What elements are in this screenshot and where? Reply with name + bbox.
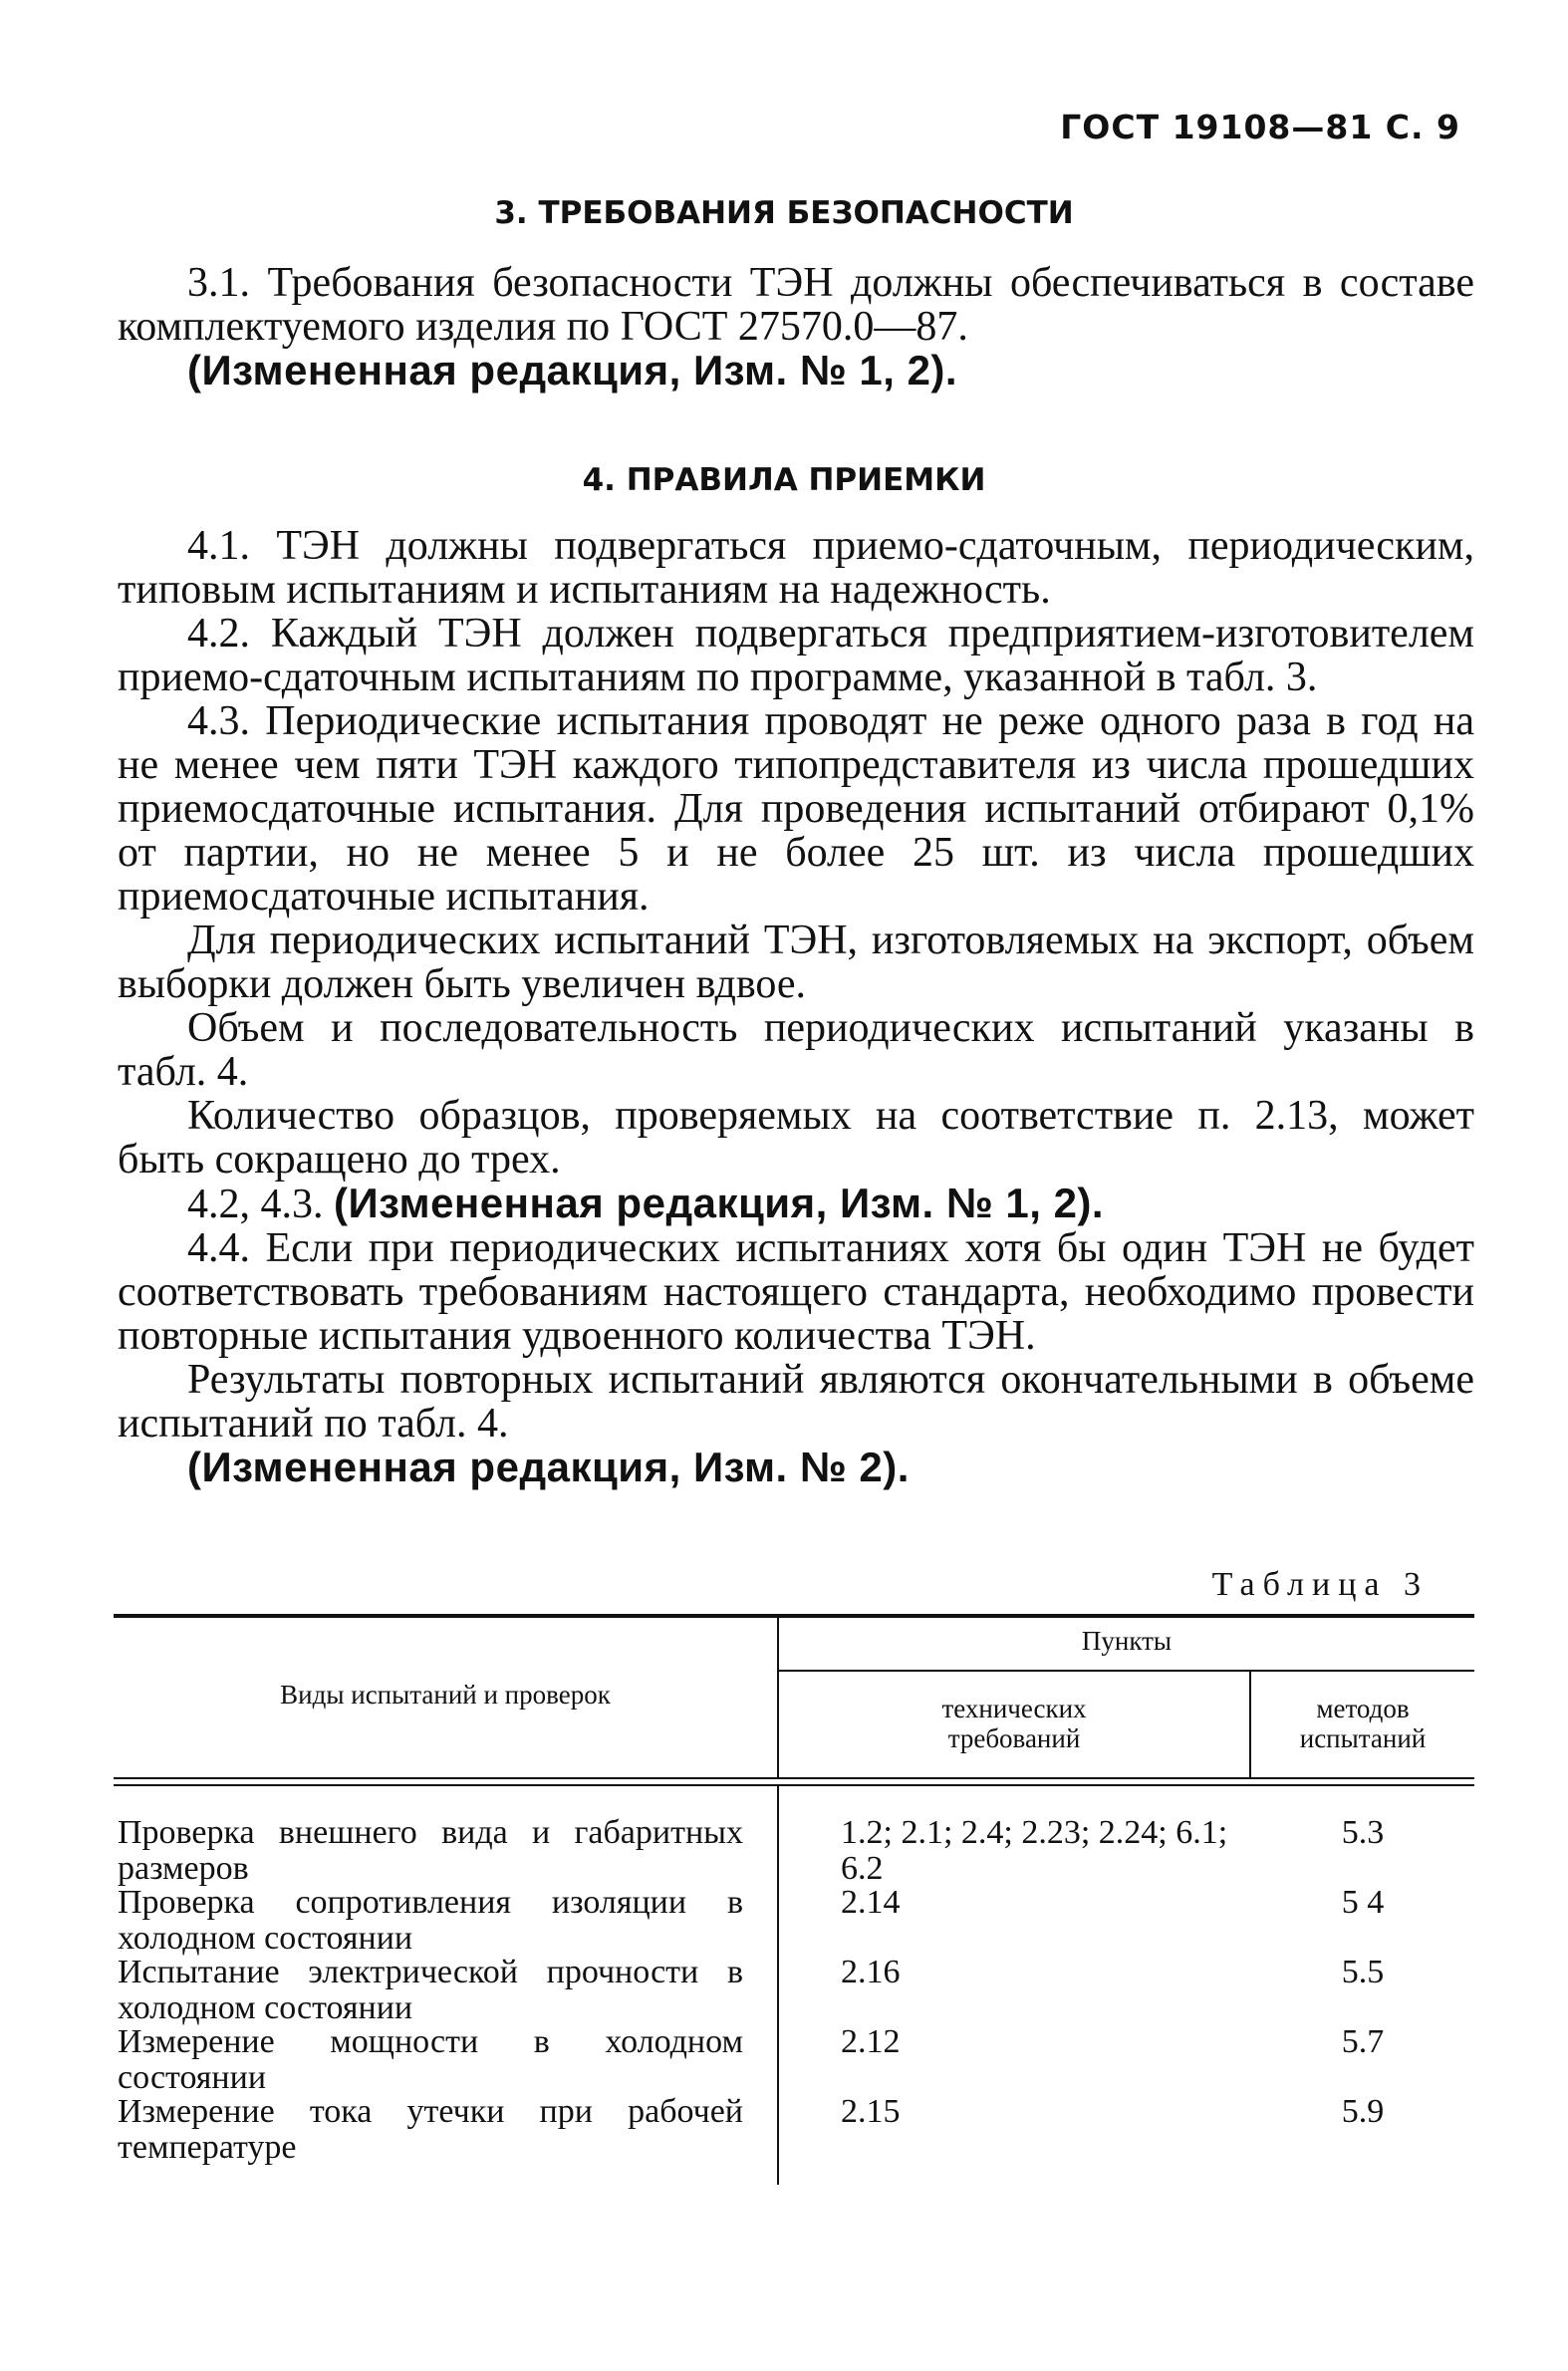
- table-row-1-name: Проверка внешнего вида и габаритных размеров: [118, 1814, 743, 1887]
- paragraph-4-3-volume: Объем и последовательность периодических испытаний указаны в табл. 4.: [118, 1005, 1474, 1095]
- table-header-rule-2: [114, 1784, 1474, 1786]
- paragraph-4-1: 4.1. ТЭН должны подвергаться приемо-сдаточным, периодическим, типовым испытаниям и испытаниям на надежность.: [118, 523, 1474, 613]
- table-row-5-name: Измерение тока утечки при рабочей температуре: [118, 2093, 743, 2166]
- table-row-4-method: 5.7: [1341, 2023, 1385, 2060]
- table-body-divider: [777, 1786, 779, 2185]
- table-row-2-tech: 2.14: [841, 1884, 901, 1921]
- paragraph-4-4: 4.4. Если при периодических испытаниях хотя бы один ТЭН не будет соответствовать требованиям настоящего стандарта, необходимо провести повторные испытания удвоенного количества ТЭН.: [118, 1225, 1474, 1359]
- section-3-title: 3. ТРЕБОВАНИЯ БЕЗОПАСНОСТИ: [494, 195, 1074, 231]
- table-row-5-tech: 2.15: [841, 2093, 901, 2130]
- amendment-4-2-text: (Измененная редакция, Изм. № 1, 2).: [334, 1180, 1105, 1226]
- paragraph-4-3-samples: Количество образцов, проверяемых на соответствие п. 2.13, может быть сокращено до трех.: [118, 1093, 1474, 1183]
- table-divider-points: [779, 1670, 1474, 1672]
- table-row-3-tech: 2.16: [841, 1954, 901, 1990]
- paragraph-4-3: 4.3. Периодические испытания проводят не реже одного раза в год на не менее чем пяти ТЭН каждого типопредставителя из числа прошедших приемосдаточные испытания. Для проведения испытаний отбирают 0,1% от партии, но не менее 5 и не более 25 шт. из числа прошедших приемосдаточные испытания.: [118, 698, 1474, 920]
- section-4-body: [118, 524, 1474, 1489]
- table-header-methods: [1251, 1694, 1474, 1753]
- amendment-note-3: (Измененная редакция, Изм. № 1, 2).: [187, 347, 958, 394]
- table-header-kinds: Виды испытаний и проверок: [280, 1680, 611, 1710]
- table-header-tech-line1: технических: [941, 1694, 1087, 1723]
- amendment-note-4-2: [118, 1182, 1474, 1226]
- table-header-rule-1: [114, 1777, 1474, 1779]
- table-row-3-name: Испытание электрической прочности в холодном состоянии: [118, 1954, 743, 2026]
- table-header-methods-line1: методов: [1316, 1694, 1410, 1723]
- table-header-tech-line2: требований: [947, 1723, 1081, 1753]
- table-caption: Таблица 3: [1211, 1566, 1429, 1603]
- table-row-5-method: 5.9: [1341, 2093, 1385, 2130]
- table-row-4-name: Измерение мощности в холодном состоянии: [118, 2023, 743, 2096]
- table-row-4-tech: 2.12: [841, 2023, 901, 2060]
- table-top-rule: [114, 1614, 1474, 1618]
- table-header-methods-line2: испытаний: [1299, 1723, 1427, 1753]
- table-row-1-method: 5.3: [1341, 1814, 1385, 1851]
- section-3-body: [118, 261, 1474, 393]
- table-row-2-name: Проверка сопротивления изоляции в холодном состоянии: [118, 1884, 743, 1957]
- page-header-code: ГОСТ 19108—81 С. 9: [1060, 108, 1460, 146]
- table-header-tech: [779, 1694, 1249, 1753]
- section-4-title: 4. ПРАВИЛА ПРИЕМКИ: [582, 462, 986, 498]
- paragraph-4-4-results: Результаты повторных испытаний являются окончательными в объеме испытаний по табл. 4.: [118, 1357, 1474, 1447]
- paragraph-4-3-export: Для периодических испытаний ТЭН, изготовляемых на экспорт, объем выборки должен быть увеличен вдвое.: [118, 918, 1474, 1007]
- amendment-note-4-4: (Измененная редакция, Изм. № 2).: [187, 1444, 910, 1490]
- amendment-4-2-prefix: 4.2, 4.3.: [187, 1182, 324, 1227]
- paragraph-3-1: 3.1. Требования безопасности ТЭН должны обеспечиваться в составе комплектуемого изделия по ГОСТ 27570.0—87.: [118, 260, 1474, 350]
- paragraph-4-2: 4.2. Каждый ТЭН должен подвергаться предприятием-изготовителем приемо-сдаточным испытаниям по программе, указанной в табл. 3.: [118, 611, 1474, 700]
- table-row-1-tech: 1.2; 2.1; 2.4; 2.23; 2.24; 6.1; 6.2: [841, 1814, 1228, 1887]
- table-row-2-method: 5 4: [1341, 1884, 1385, 1921]
- table-header-points: Пункты: [1081, 1626, 1173, 1656]
- table-row-3-method: 5.5: [1341, 1954, 1385, 1990]
